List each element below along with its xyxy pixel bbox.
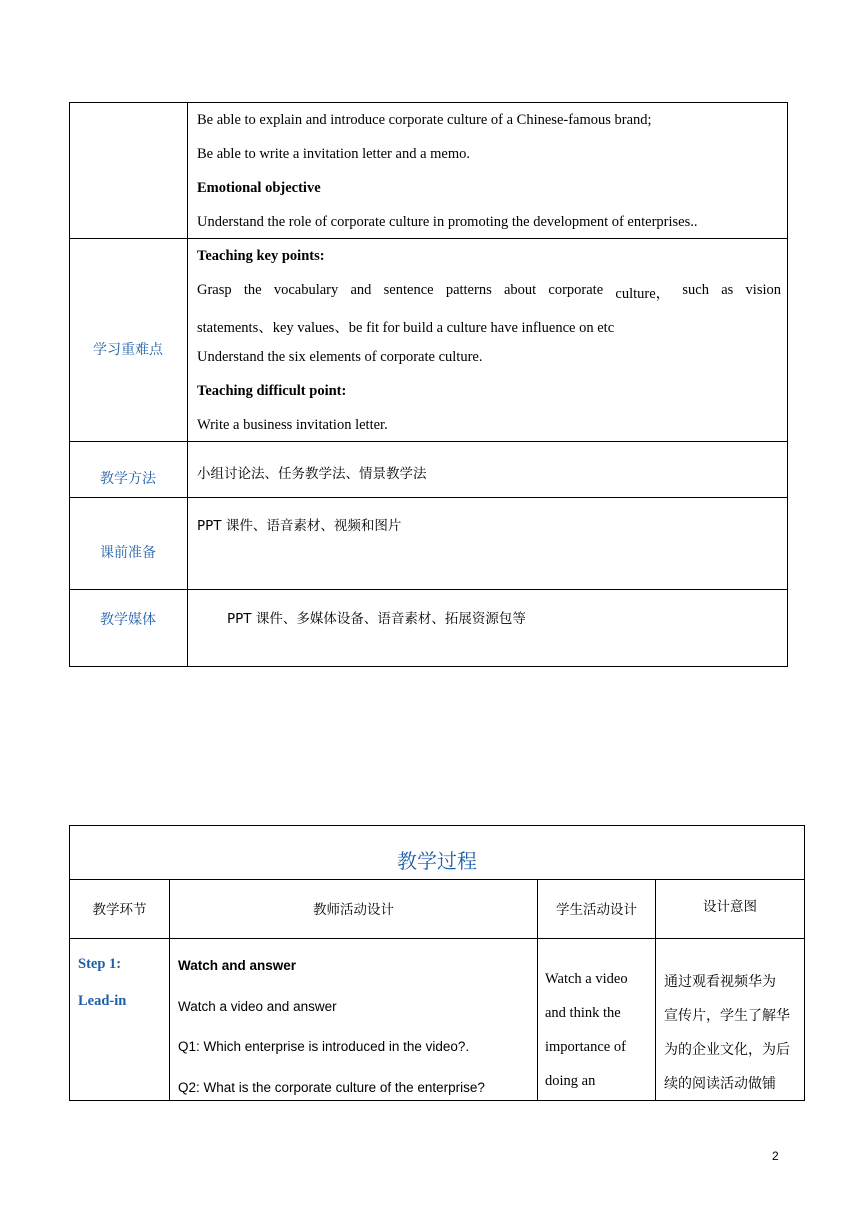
header-stage: 教学环节: [92, 902, 147, 918]
table-border: [69, 102, 788, 103]
teacher-activity-heading: Watch and answer: [178, 958, 297, 973]
table-border: [69, 825, 805, 826]
teaching-process-title: 教学过程: [397, 849, 477, 873]
table-border: [787, 102, 788, 667]
student-activity-line: Watch a video: [545, 971, 628, 987]
header-student-activity: 学生活动设计: [556, 902, 637, 918]
design-intent-line: 通过观看视频华为: [664, 974, 776, 990]
objective-line: Be able to explain and introduce corporate culture of a Chinese-famous brand;: [197, 112, 652, 128]
table-border: [69, 589, 788, 590]
objective-line: Understand the role of corporate culture in promoting the development of enterprises..: [197, 214, 698, 230]
row-label-methods: 教学方法: [100, 471, 156, 487]
methods-content: 小组讨论法、任务教学法、情景教学法: [197, 466, 427, 482]
table-border: [69, 102, 70, 667]
design-intent-line: 宣传片，学生了解华: [664, 1008, 790, 1024]
media-content: PPT 课件、多媒体设备、语音素材、拓展资源包等: [227, 611, 526, 627]
design-intent-line: 为的企业文化，为后: [664, 1042, 790, 1058]
difficult-point-line: Write a business invitation letter.: [197, 417, 388, 433]
student-activity-line: doing an: [545, 1073, 596, 1089]
key-points-heading: Teaching key points:: [197, 248, 325, 264]
teacher-activity-line: Q1: Which enterprise is introduced in the video?.: [178, 1039, 470, 1054]
page-number: 2: [772, 1149, 779, 1163]
table-border: [69, 497, 788, 498]
objective-line: Be able to write a invitation letter and a memo.: [197, 146, 470, 162]
header-teacher-activity: 教师活动设计: [313, 902, 394, 918]
step-name: Lead-in: [78, 993, 127, 1009]
row-label-key-points: 学习重难点: [93, 342, 163, 358]
table-border: [69, 666, 788, 667]
row-label-media: 教学媒体: [100, 612, 156, 628]
step-number: Step 1:: [78, 956, 122, 972]
table-border: [69, 879, 805, 880]
difficult-point-heading: Teaching difficult point:: [197, 383, 347, 399]
table-border: [69, 938, 805, 939]
table-border: [187, 102, 188, 667]
student-activity-line: and think the: [545, 1005, 621, 1021]
design-intent-line: 续的阅读活动做铺: [664, 1076, 776, 1092]
key-points-line: Grasp the vocabulary and sentence patterns about corporate culture， such as vision: [197, 282, 781, 302]
student-activity-line: importance of: [545, 1039, 626, 1055]
objective-heading: Emotional objective: [197, 180, 321, 196]
header-design-intent: 设计意图: [703, 899, 757, 915]
teacher-activity-line: Q2: What is the corporate culture of the enterprise?: [178, 1080, 485, 1095]
teacher-activity-line: Watch a video and answer: [178, 999, 337, 1014]
preparation-content: PPT 课件、语音素材、视频和图片: [197, 518, 402, 534]
key-points-line: Understand the six elements of corporate culture.: [197, 349, 483, 365]
table-border: [69, 441, 788, 442]
table-border: [804, 825, 805, 1101]
table-border: [69, 1100, 805, 1101]
key-points-line: statements、key values、be fit for build a culture have influence on etc: [197, 320, 615, 336]
table-border: [69, 238, 788, 239]
row-label-preparation: 课前准备: [100, 545, 156, 561]
